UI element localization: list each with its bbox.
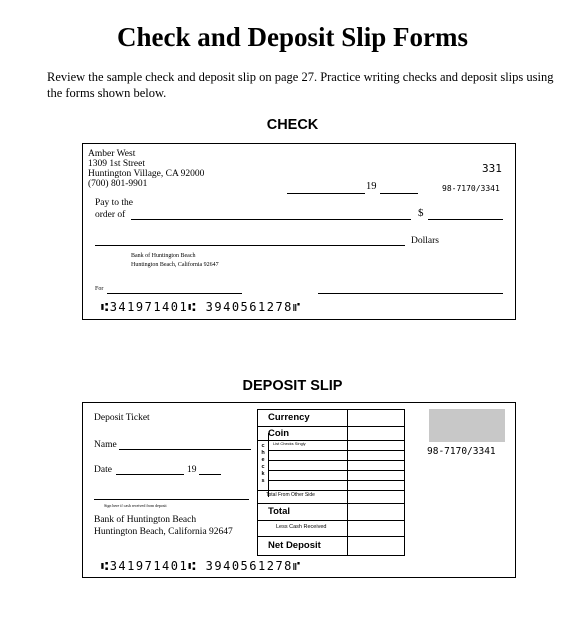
check-routing-fraction: 98-7170/3341: [442, 184, 500, 193]
signature-line[interactable]: [318, 293, 503, 294]
deposit-ticket-label: Deposit Ticket: [94, 413, 150, 423]
row-divider: [258, 426, 404, 427]
deposit-year-line[interactable]: [199, 474, 221, 475]
check-date-line[interactable]: [287, 193, 365, 194]
row-divider: [258, 503, 404, 504]
check-date-suffix: 19: [366, 181, 377, 192]
check-number: 331: [482, 162, 502, 175]
list-checks-label: List Checks Singly: [273, 441, 306, 446]
deposit-bank-address: Huntington Beach, California 92647: [94, 527, 233, 537]
check-bank-name: Bank of Huntington Beach: [131, 253, 196, 259]
row-divider: [258, 536, 404, 537]
row-divider: [268, 460, 404, 461]
deposit-sign-note: Sign here if cash received from deposit: [104, 503, 167, 508]
row-divider: [258, 490, 404, 491]
checks-column-divider: [268, 433, 269, 497]
row-divider: [268, 470, 404, 471]
dollars-label: Dollars: [411, 236, 439, 246]
deposit-date-line[interactable]: [116, 474, 184, 475]
check-owner-street: 1309 1st Street: [88, 159, 145, 169]
deposit-gray-box: [429, 409, 505, 442]
currency-label: Currency: [268, 412, 310, 423]
net-deposit-label: Net Deposit: [268, 540, 321, 551]
deposit-micr-line: ⑆341971401⑆ 3940561278⑈: [101, 559, 302, 573]
row-divider: [258, 520, 404, 521]
total-other-side-label: Total From Other Side: [266, 492, 315, 498]
check-bank-address: Huntington Beach, California 92647: [131, 262, 219, 268]
check-owner-name: Amber West: [88, 149, 136, 159]
deposit-name-label: Name: [94, 440, 117, 450]
deposit-date-suffix: 19: [187, 465, 197, 475]
total-label: Total: [268, 506, 290, 517]
amount-words-line[interactable]: [95, 245, 405, 246]
check-owner-phone: (700) 801-9901: [88, 179, 148, 189]
memo-line[interactable]: [107, 293, 242, 294]
page-title: Check and Deposit Slip Forms: [116, 22, 469, 52]
deposit-section-title: DEPOSIT SLIP: [242, 378, 343, 394]
row-divider: [268, 450, 404, 451]
check-section-title: CHECK: [266, 117, 319, 133]
deposit-date-label: Date: [94, 465, 112, 475]
deposit-signature-line[interactable]: [94, 499, 249, 500]
check-micr-line: ⑆341971401⑆ 3940561278⑈: [101, 300, 302, 314]
order-of-label: order of: [95, 210, 126, 220]
deposit-amount-table: [257, 409, 405, 556]
payee-line[interactable]: [131, 219, 411, 220]
deposit-name-line[interactable]: [119, 449, 251, 450]
checks-vertical-label: checks: [261, 443, 265, 484]
dollar-sign: $: [418, 207, 424, 219]
check-form: [82, 143, 516, 320]
amount-column-divider: [347, 410, 348, 555]
coin-label: Coin: [268, 428, 290, 439]
check-owner-city: Huntington Village, CA 92000: [88, 169, 205, 179]
less-cash-label: Less Cash Received: [276, 524, 327, 530]
amount-line[interactable]: [428, 219, 503, 220]
deposit-slip-form: [82, 402, 516, 578]
deposit-bank-name: Bank of Huntington Beach: [94, 515, 197, 525]
for-label: For: [95, 286, 104, 292]
pay-to-label: Pay to the: [95, 198, 133, 208]
check-date-year-line[interactable]: [380, 193, 418, 194]
intro-paragraph: Review the sample check and deposit slip on page 27. Practice writing checks and deposit slips using the forms shown below.: [47, 70, 554, 100]
row-divider: [268, 480, 404, 481]
deposit-routing-fraction: 98-7170/3341: [427, 446, 496, 457]
